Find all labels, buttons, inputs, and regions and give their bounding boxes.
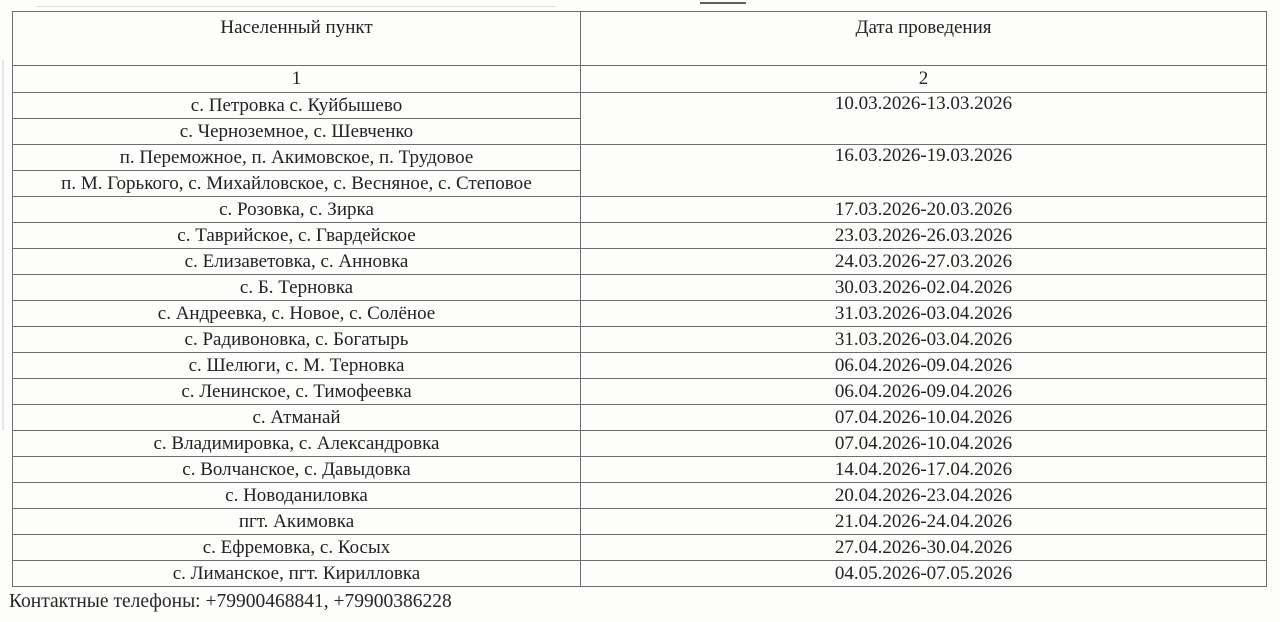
table-row: [13, 301, 1267, 327]
settlement-cell: пгт. Акимовка: [13, 509, 581, 535]
settlement-cell: с. Петровка с. Куйбышево: [13, 93, 581, 119]
settlement-cell: с. Владимировка, с. Александровка: [13, 431, 581, 457]
settlement-cell: с. Б. Терновка: [13, 275, 581, 301]
table-row: [13, 353, 1267, 379]
date-cell: 30.03.2026-02.04.2026: [581, 275, 1267, 301]
date-cell: 06.04.2026-09.04.2026: [581, 353, 1267, 379]
settlement-cell: п. Переможное, п. Акимовское, п. Трудовое: [13, 145, 581, 171]
col-number-settlement: 1: [13, 66, 581, 93]
table-row: [13, 249, 1267, 275]
table-row: [13, 431, 1267, 457]
table-row: [13, 457, 1267, 483]
settlement-cell: с. Атманай: [13, 405, 581, 431]
settlement-cell: с. Шелюги, с. М. Терновка: [13, 353, 581, 379]
col-header-settlement: Населенный пункт: [13, 12, 581, 66]
table-row: [13, 327, 1267, 353]
date-cell: 31.03.2026-03.04.2026: [581, 327, 1267, 353]
settlement-cell: с. Ленинское, с. Тимофеевка: [13, 379, 581, 405]
table-row: [13, 223, 1267, 249]
table-row: [13, 561, 1267, 587]
date-cell: 21.04.2026-24.04.2026: [581, 509, 1267, 535]
settlement-cell: с. Елизаветовка, с. Анновка: [13, 249, 581, 275]
date-cell: 07.04.2026-10.04.2026: [581, 405, 1267, 431]
table-row: [13, 405, 1267, 431]
scan-artifact: [36, 6, 556, 7]
table-row: [13, 145, 1267, 171]
settlement-cell: п. М. Горького, с. Михайловское, с. Весняное, с. Степовое: [13, 171, 581, 197]
date-cell: 04.05.2026-07.05.2026: [581, 561, 1267, 587]
settlement-cell: с. Черноземное, с. Шевченко: [13, 119, 581, 145]
date-cell: 20.04.2026-23.04.2026: [581, 483, 1267, 509]
table-row: [13, 379, 1267, 405]
settlement-cell: с. Лиманское, пгт. Кирилловка: [13, 561, 581, 587]
settlement-cell: с. Таврийское, с. Гвардейское: [13, 223, 581, 249]
date-cell: 10.03.2026-13.03.2026: [581, 93, 1267, 145]
date-cell: 24.03.2026-27.03.2026: [581, 249, 1267, 275]
date-cell: 16.03.2026-19.03.2026: [581, 145, 1267, 197]
table-row: [13, 275, 1267, 301]
table-row: [13, 535, 1267, 561]
table-row: [13, 483, 1267, 509]
settlement-cell: с. Радивоновка, с. Богатырь: [13, 327, 581, 353]
date-cell: 14.04.2026-17.04.2026: [581, 457, 1267, 483]
settlement-cell: с. Новоданиловка: [13, 483, 581, 509]
date-cell: 17.03.2026-20.03.2026: [581, 197, 1267, 223]
date-cell: 07.04.2026-10.04.2026: [581, 431, 1267, 457]
column-number-row: [13, 66, 1267, 93]
date-cell: 23.03.2026-26.03.2026: [581, 223, 1267, 249]
table-header-row: [13, 12, 1267, 66]
settlement-cell: с. Волчанское, с. Давыдовка: [13, 457, 581, 483]
date-cell: 31.03.2026-03.04.2026: [581, 301, 1267, 327]
table-row: [13, 509, 1267, 535]
date-cell: 27.04.2026-30.04.2026: [581, 535, 1267, 561]
scan-artifact: [2, 60, 4, 430]
settlement-cell: с. Андреевка, с. Новое, с. Солёное: [13, 301, 581, 327]
settlement-cell: с. Ефремовка, с. Косых: [13, 535, 581, 561]
table-row: [13, 93, 1267, 119]
settlement-cell: с. Розовка, с. Зирка: [13, 197, 581, 223]
scan-artifact: [700, 2, 746, 4]
schedule-table: [12, 11, 1267, 587]
col-header-date: Дата проведения: [581, 12, 1267, 66]
table-row: [13, 197, 1267, 223]
date-cell: 06.04.2026-09.04.2026: [581, 379, 1267, 405]
contact-phones: Контактные телефоны: +79900468841, +79900386228: [9, 591, 452, 612]
col-number-date: 2: [581, 66, 1267, 93]
